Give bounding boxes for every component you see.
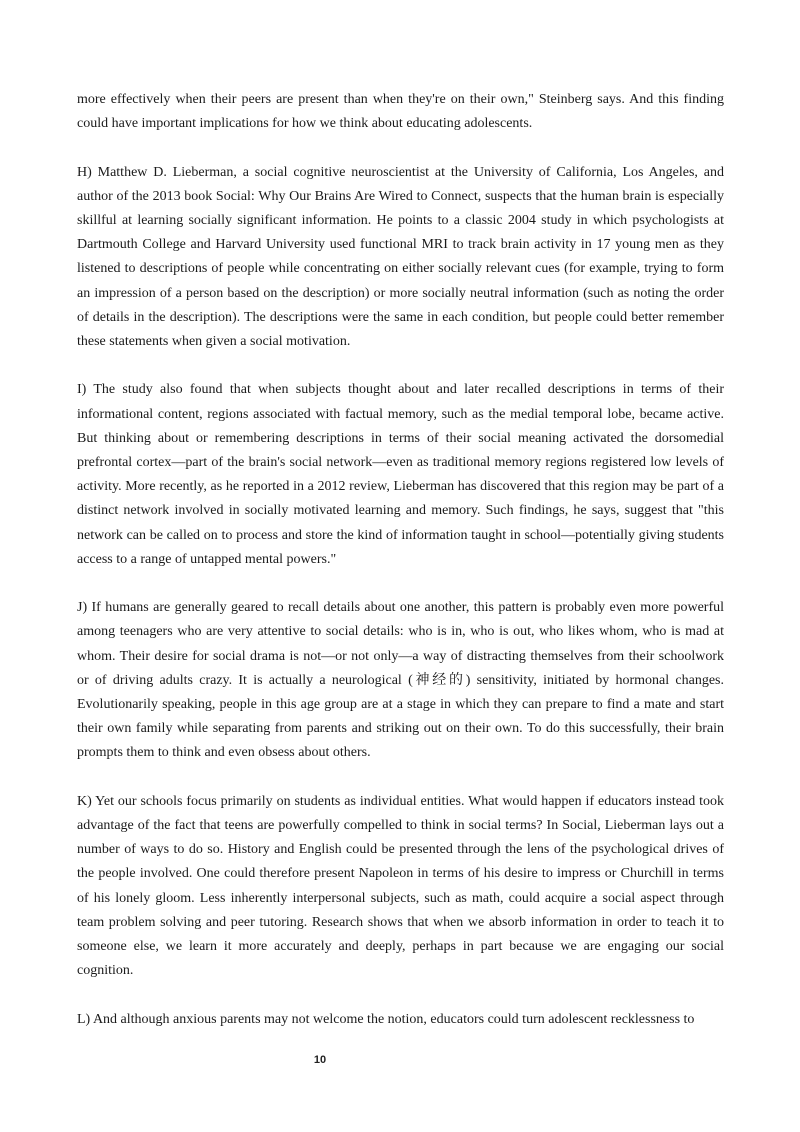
paragraph-i: I) The study also found that when subjects thought about and later recalled descriptions in terms of their informational content, regions associated with factual memory, such as the medial temporal lobe, became active. But thinking about or remembering descriptions in terms of their social meaning activated the dorsomedial prefrontal cortex—part of the brain's social network—even as traditional memory regions registered low levels of activity. More recently, as he reported in a 2012 review, Lieberman has discovered that this region may be part of a distinct network involved in socially motivated learning and memory. Such findings, he says, suggest that "this network can be called on to process and store the kind of information taught in school—potentially giving students access to a range of untapped mental powers." [77, 382, 724, 567]
paragraph-l: L) And although anxious parents may not welcome the notion, educators could turn adolescent recklessness to [77, 1011, 695, 1027]
paragraph-continuation: more effectively when their peers are present than when they're on their own," Steinberg says. And this finding could have important implications for how we think about educating adolescents. [77, 92, 724, 132]
paragraph-k: K) Yet our schools focus primarily on students as individual entities. What would happen if educators instead took advantage of the fact that teens are powerfully compelled to think in social terms? In Social, Lieberman lays out a number of ways to do so. History and English could be presented through the lens of the psychological drives of the people involved. One could therefore present Napoleon in terms of his desire to impress or Churchill in terms of his lonely gloom. Less inherently interpersonal subjects, such as math, could acquire a social aspect through team problem solving and peer tutoring. Research shows that when we absorb information in order to teach it to someone else, we learn it more accurately and deeply, perhaps in part because we are engaging our social cognition. [77, 793, 724, 979]
document-body [77, 88, 724, 1032]
paragraph-h: H) Matthew D. Lieberman, a social cognitive neuroscientist at the University of California, Los Angeles, and author of the 2013 book Social: Why Our Brains Are Wired to Connect, suspects that the human brain is especially skillful at learning socially significant information. He points to a classic 2004 study in which psychologists at Dartmouth College and Harvard University used functional MRI to track brain activity in 17 young men as they listened to descriptions of people while concentrating on either socially relevant cues (for example, trying to form an impression of a person based on the description) or more socially neutral information (such as noting the order of details in the description). The descriptions were the same in each condition, but people could better remember these statements when given a social motivation. [77, 164, 724, 350]
paragraph-j: J) If humans are generally geared to recall details about one another, this pattern is probably even more powerful among teenagers who are very attentive to social details: who is in, who is out, who likes whom, who is mad at whom. Their desire for social drama is not—or not only—a way of distracting themselves from their schoolwork or of driving adults crazy. It is actually a neurological (神经的) sensitivity, initiated by hormonal changes. Evolutionarily speaking, people in this age group are at a stage in which they can prepare to find a mate and start their own family while separating from parents and striking out on their own. To do this successfully, their brain prompts them to think and even obsess about others. [77, 600, 724, 761]
page-number: 10 [313, 1054, 327, 1066]
